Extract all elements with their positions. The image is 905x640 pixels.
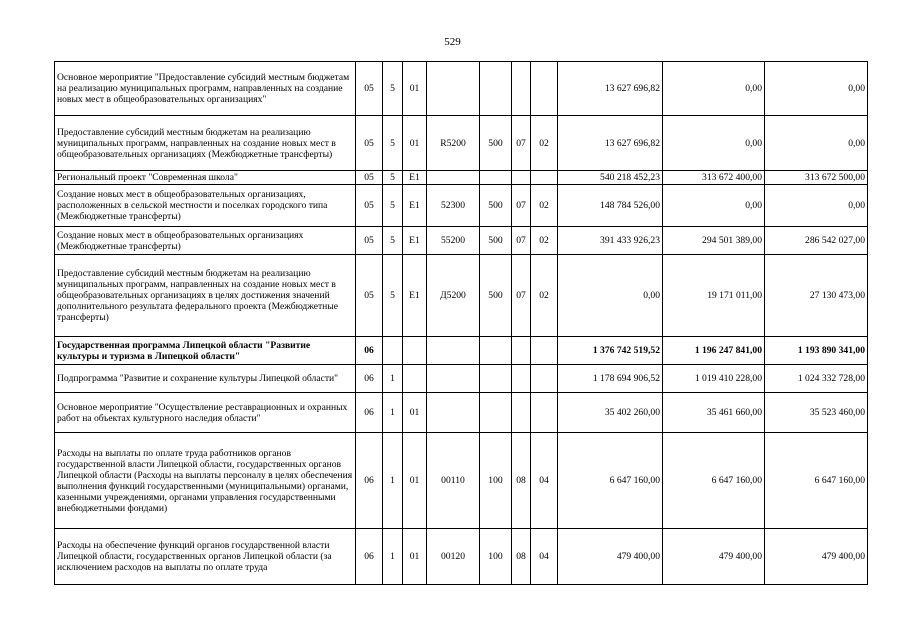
cell-amount-2: 479 400,00 [663,529,765,585]
cell-section [512,62,531,116]
cell-direction: Д5200 [427,255,480,337]
cell-direction: 00120 [427,529,480,585]
cell-subprogram: 1 [383,433,403,529]
table-row [55,62,868,116]
cell-amount-2: 0,00 [663,185,765,227]
cell-program: 06 [356,337,383,365]
cell-program: 06 [356,433,383,529]
table-row [55,393,868,433]
cell-amount-1: 479 400,00 [558,529,663,585]
cell-section [512,171,531,185]
cell-direction [427,171,480,185]
budget-table [54,61,868,585]
cell-expense-type: 500 [480,227,512,255]
cell-subsection: 02 [531,227,558,255]
row-name: Создание новых мест в общеобразовательных организациях, расположенных в сельской местности и поселках городского типа (Межбюджетные трансферты) [55,185,356,227]
table-row [55,365,868,393]
cell-section: 07 [512,185,531,227]
cell-amount-1: 148 784 526,00 [558,185,663,227]
cell-subsection [531,393,558,433]
cell-amount-3: 286 542 027,00 [765,227,868,255]
cell-subprogram: 5 [383,227,403,255]
cell-event: E1 [403,171,427,185]
cell-amount-3: 0,00 [765,185,868,227]
cell-amount-3: 1 024 332 728,00 [765,365,868,393]
cell-amount-3: 1 193 890 341,00 [765,337,868,365]
cell-event: 01 [403,116,427,171]
page-number: 529 [444,36,461,48]
cell-subprogram: 5 [383,171,403,185]
cell-program: 05 [356,255,383,337]
cell-amount-2: 0,00 [663,116,765,171]
row-name: Предоставление субсидий местным бюджетам на реализацию муниципальных программ, направленных на создание новых мест в общеобразовательных организациях (Межбюджетные трансферты) [55,116,356,171]
cell-expense-type [480,171,512,185]
cell-amount-2: 6 647 160,00 [663,433,765,529]
cell-subprogram: 1 [383,365,403,393]
cell-event: 01 [403,62,427,116]
cell-subsection: 02 [531,116,558,171]
cell-amount-1: 35 402 260,00 [558,393,663,433]
cell-direction [427,365,480,393]
cell-subsection: 02 [531,185,558,227]
cell-amount-1: 391 433 926,23 [558,227,663,255]
cell-amount-1: 13 627 696,82 [558,116,663,171]
row-name: Создание новых мест в общеобразовательных организациях (Межбюджетные трансферты) [55,227,356,255]
cell-direction [427,393,480,433]
cell-section: 07 [512,227,531,255]
cell-subprogram: 5 [383,62,403,116]
cell-expense-type [480,62,512,116]
cell-amount-2: 0,00 [663,62,765,116]
cell-subsection: 02 [531,255,558,337]
cell-amount-3: 35 523 460,00 [765,393,868,433]
cell-program: 05 [356,227,383,255]
cell-section [512,365,531,393]
table-row [55,433,868,529]
cell-direction: 52300 [427,185,480,227]
cell-amount-3: 0,00 [765,62,868,116]
cell-direction: 00110 [427,433,480,529]
row-name: Предоставление субсидий местным бюджетам на реализацию муниципальных программ, направленных на создание новых мест в общеобразовательных организациях в целях достижения значений дополнительного результата федерального проекта (Межбюджетные трансферты) [55,255,356,337]
table-row [55,255,868,337]
cell-program: 06 [356,529,383,585]
cell-section: 08 [512,529,531,585]
cell-amount-1: 1 178 694 906,52 [558,365,663,393]
table-row [55,116,868,171]
cell-amount-2: 35 461 660,00 [663,393,765,433]
cell-program: 05 [356,62,383,116]
cell-subprogram: 5 [383,255,403,337]
cell-subsection [531,337,558,365]
cell-amount-3: 313 672 500,00 [765,171,868,185]
cell-amount-1: 6 647 160,00 [558,433,663,529]
table-row [55,337,868,365]
cell-amount-1: 540 218 452,23 [558,171,663,185]
cell-expense-type [480,365,512,393]
cell-program: 06 [356,365,383,393]
cell-expense-type: 500 [480,185,512,227]
table-row [55,171,868,185]
row-name: Подпрограмма "Развитие и сохранение культуры Липецкой области" [55,365,356,393]
cell-direction: R5200 [427,116,480,171]
cell-subsection [531,171,558,185]
cell-expense-type: 100 [480,529,512,585]
cell-subprogram: 5 [383,185,403,227]
row-name: Основное мероприятие "Осуществление реставрационных и охранных работ на объектах культурного наследия области" [55,393,356,433]
cell-amount-3: 27 130 473,00 [765,255,868,337]
cell-section [512,393,531,433]
cell-amount-2: 1 019 410 228,00 [663,365,765,393]
cell-amount-2: 1 196 247 841,00 [663,337,765,365]
cell-subsection: 04 [531,433,558,529]
cell-direction [427,337,480,365]
cell-amount-2: 313 672 400,00 [663,171,765,185]
cell-event: 01 [403,433,427,529]
cell-direction [427,62,480,116]
cell-subprogram [383,337,403,365]
cell-program: 05 [356,116,383,171]
cell-amount-3: 6 647 160,00 [765,433,868,529]
cell-amount-1: 1 376 742 519,52 [558,337,663,365]
row-name: Основное мероприятие "Предоставление субсидий местным бюджетам на реализацию муниципальных программ, направленных на создание новых мест в общеобразовательных организациях" [55,62,356,116]
cell-section: 07 [512,116,531,171]
cell-event: 01 [403,529,427,585]
cell-event: E1 [403,255,427,337]
cell-direction: 55200 [427,227,480,255]
cell-amount-2: 294 501 389,00 [663,227,765,255]
cell-expense-type: 100 [480,433,512,529]
row-name: Расходы на обеспечение функций органов государственной власти Липецкой области, государственных органов Липецкой области (за исключением расходов на выплаты по оплате труда [55,529,356,585]
cell-subprogram: 1 [383,393,403,433]
cell-event [403,365,427,393]
row-name: Государственная программа Липецкой области "Развитие культуры и туризма в Липецкой области" [55,337,356,365]
cell-amount-3: 0,00 [765,116,868,171]
table-row [55,529,868,585]
cell-expense-type: 500 [480,255,512,337]
cell-subsection [531,365,558,393]
cell-amount-1: 0,00 [558,255,663,337]
cell-amount-1: 13 627 696,82 [558,62,663,116]
cell-subprogram: 1 [383,529,403,585]
cell-expense-type [480,393,512,433]
cell-section [512,337,531,365]
row-name: Расходы на выплаты по оплате труда работников органов государственной власти Липецкой области, государственных органов Липецкой области (Расходы на выплаты персоналу в целях обеспечения выполнения функций государственными (муниципальными) органами, казенными учреждениями, органами управления государственными внебюджетными фондами) [55,433,356,529]
cell-subsection [531,62,558,116]
cell-section: 08 [512,433,531,529]
table-row [55,185,868,227]
cell-event: E1 [403,185,427,227]
cell-amount-2: 19 171 011,00 [663,255,765,337]
cell-program: 06 [356,393,383,433]
cell-subprogram: 5 [383,116,403,171]
cell-event: 01 [403,393,427,433]
row-name: Региональный проект "Современная школа" [55,171,356,185]
cell-program: 05 [356,185,383,227]
cell-amount-3: 479 400,00 [765,529,868,585]
cell-subsection: 04 [531,529,558,585]
cell-event [403,337,427,365]
cell-event: E1 [403,227,427,255]
cell-expense-type: 500 [480,116,512,171]
cell-section: 07 [512,255,531,337]
cell-expense-type [480,337,512,365]
cell-program: 05 [356,171,383,185]
table-row [55,227,868,255]
